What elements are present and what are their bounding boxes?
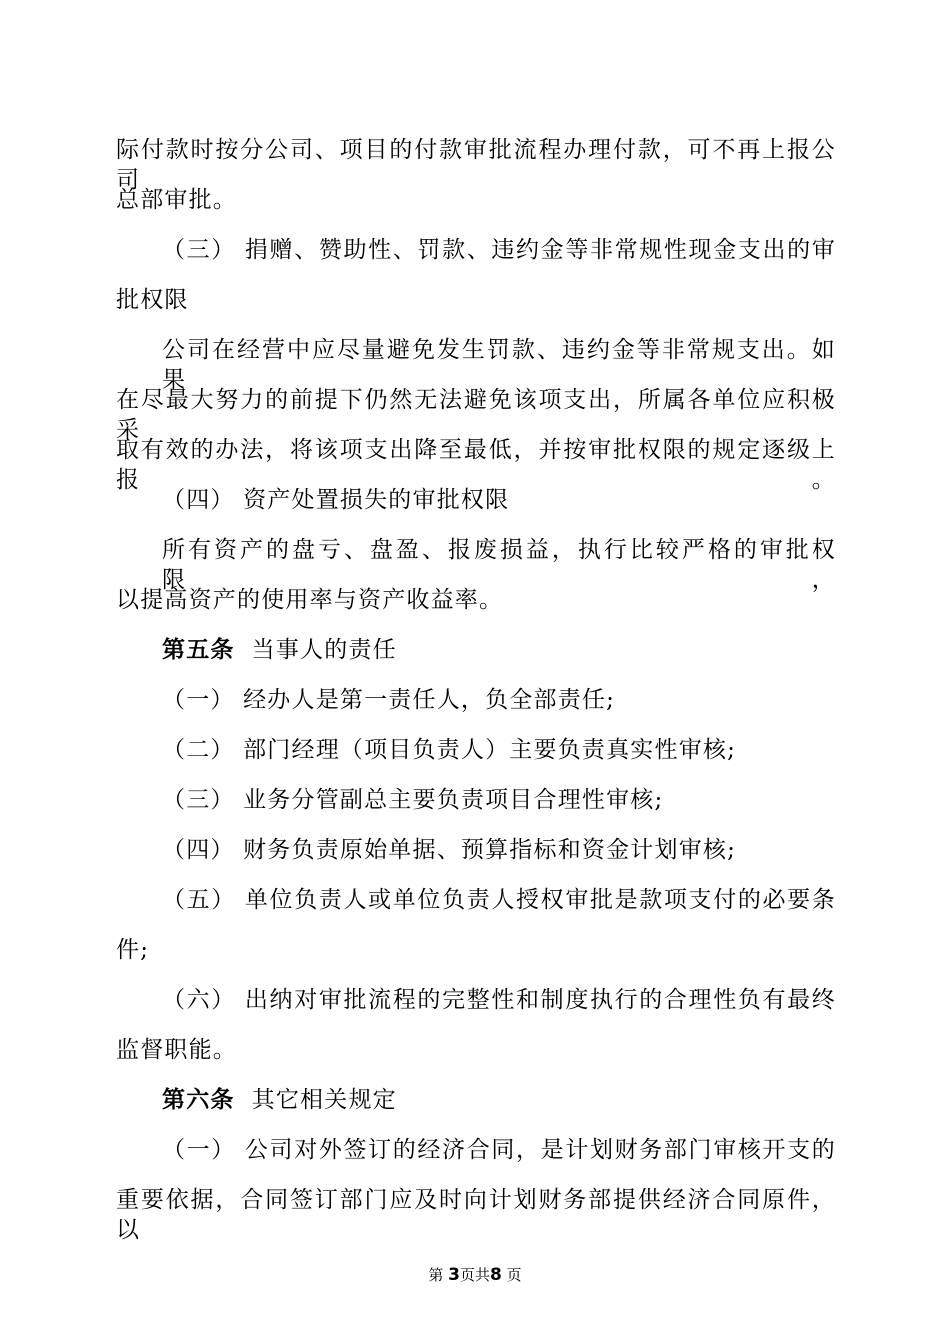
- list-item: （六） 出纳对审批流程的完整性和制度执行的合理性负有最终: [162, 987, 836, 1013]
- text-line: 总部审批。: [116, 187, 237, 213]
- article-heading: [162, 635, 836, 665]
- section-heading: （四） 资产处置损失的审批权限: [162, 487, 510, 513]
- page-footer: [0, 1264, 950, 1285]
- total-page-number: 8: [490, 1265, 502, 1285]
- text-line: 重要依据，合同签订部门应及时向计划财务部提供经济合同原件，以: [116, 1187, 836, 1243]
- text-line: 在尽最大努力的前提下仍然无法避免该项支出，所属各单位应积极采: [116, 387, 836, 443]
- list-item: （五） 单位负责人或单位负责人授权审批是款项支付的必要条: [162, 887, 836, 913]
- list-item: （二） 部门经理（项目负责人）主要负责真实性审核;: [162, 737, 737, 763]
- article-number: 第五条: [162, 637, 235, 663]
- article-title: 当事人的责任: [251, 637, 397, 663]
- current-page-number: 3: [448, 1265, 460, 1285]
- footer-prefix: 第: [428, 1266, 444, 1284]
- article-heading: [162, 1085, 836, 1115]
- text-line: 监督职能。: [116, 1037, 237, 1063]
- list-item: （一） 经办人是第一责任人，负全部责任;: [162, 687, 616, 713]
- footer-middle: 页共: [459, 1266, 490, 1284]
- text-line: 际付款时按分公司、项目的付款审批流程办理付款，可不再上报公司: [116, 137, 836, 193]
- footer-suffix: 页: [506, 1266, 522, 1284]
- article-number: 第六条: [162, 1087, 235, 1113]
- text-line: 批权限: [116, 287, 189, 313]
- list-item: （一） 公司对外签订的经济合同，是计划财务部门审核开支的: [162, 1137, 836, 1163]
- text-line: 取有效的办法，将该项支出降至最低，并按审批权限的规定逐级上报。: [116, 437, 836, 493]
- list-item: （三） 业务分管副总主要负责项目合理性审核;: [162, 787, 664, 813]
- text-line: 公司在经营中应尽量避免发生罚款、违约金等非常规支出。如果: [162, 337, 836, 393]
- text-line: 以提高资产的使用率与资产收益率。: [116, 587, 504, 613]
- section-heading: （三） 捐赠、赞助性、罚款、违约金等非常规性现金支出的审: [162, 237, 836, 263]
- text-line: 所有资产的盘亏、盘盈、报废损益，执行比较严格的审批权限，: [162, 537, 836, 593]
- article-title: 其它相关规定: [251, 1087, 397, 1113]
- list-item: （四） 财务负责原始单据、预算指标和资金计划审核;: [162, 837, 737, 863]
- text-line: 件;: [116, 937, 150, 963]
